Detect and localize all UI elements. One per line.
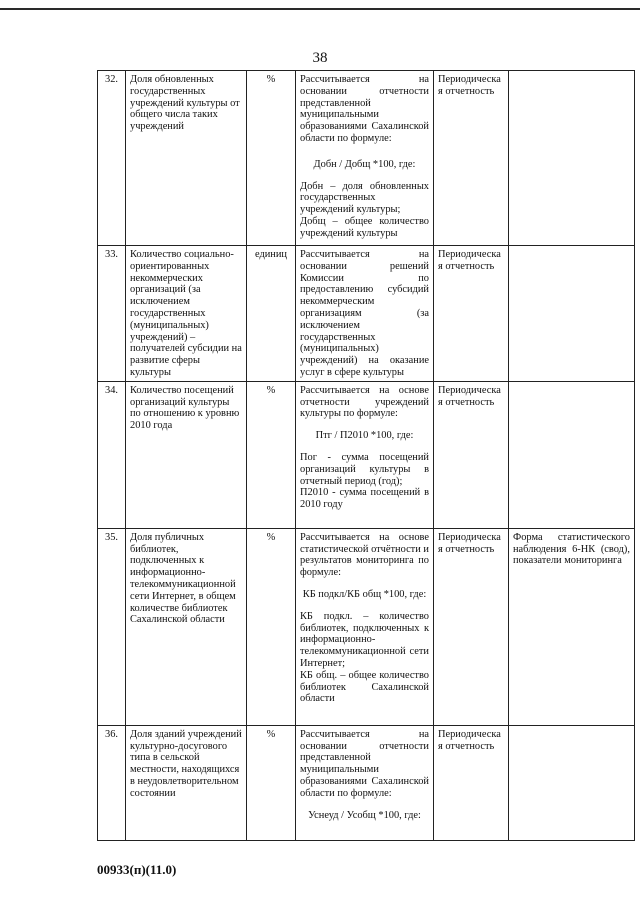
- row-number: 36.: [98, 725, 126, 840]
- document-code: 00933(п)(11.0): [97, 862, 177, 877]
- definition: Добн – доля обновленных государственных учреждений культуры;: [300, 180, 429, 216]
- source-cell: [509, 725, 635, 840]
- method-cell: [296, 725, 434, 840]
- top-scan-rule: [0, 8, 640, 10]
- unit-cell: %: [247, 381, 296, 528]
- table-row: [98, 246, 635, 382]
- formula: Птг / П2010 *100, где:: [315, 430, 414, 442]
- table-row: [98, 528, 635, 725]
- indicator-name: Доля публичных библиотек, подключенных к информационно-телекоммуникационной сети Интернет, в общем количестве библиотек Сахалинской области: [126, 528, 247, 725]
- method-intro: Рассчитывается на основании отчетности представленной муниципальными образованиями Сахалинской области по формуле:: [300, 728, 429, 799]
- method-cell: [296, 71, 434, 246]
- source-cell: [509, 381, 635, 528]
- method-intro: Рассчитывается на основе отчетности учреждений культуры по формуле:: [300, 384, 429, 420]
- source-cell: [509, 71, 635, 246]
- unit-cell: %: [247, 528, 296, 725]
- indicator-name: Количество посещений организаций культуры по отношению к уровню 2010 года: [126, 381, 247, 528]
- formula: КБ подкл/КБ общ *100, где:: [302, 588, 427, 600]
- table-row: [98, 381, 635, 528]
- row-number: 33.: [98, 246, 126, 382]
- period-cell: Периодическая отчетность: [434, 528, 509, 725]
- definition: КБ общ. – общее количество библиотек Сахалинской области: [300, 669, 429, 705]
- unit-cell: %: [247, 71, 296, 246]
- page-number: 38: [312, 50, 328, 66]
- method-cell: [296, 528, 434, 725]
- row-number: 34.: [98, 381, 126, 528]
- method-cell: [296, 381, 434, 528]
- method-intro: Рассчитывается на основе статистической отчётности и результатов мониторинга по формуле:: [300, 531, 429, 579]
- period-cell: Периодическая отчетность: [434, 381, 509, 528]
- formula: Добн / Добщ *100, где:: [313, 158, 416, 170]
- indicator-name: Количество социально-ориентированных некоммерческих организаций (за исключением государственных (муниципальных) учреждений) – получателей субсидии на развитие сферы культуры: [126, 246, 247, 382]
- indicators-table: [97, 70, 635, 841]
- table-row: [98, 725, 635, 840]
- table-row: [98, 71, 635, 246]
- method-cell: [296, 246, 434, 382]
- period-cell: Периодическая отчетность: [434, 246, 509, 382]
- row-number: 32.: [98, 71, 126, 246]
- indicator-name: Доля обновленных государственных учреждений культуры от общего числа таких учреждений: [126, 71, 247, 246]
- period-cell: Периодическая отчетность: [434, 71, 509, 246]
- unit-cell: единиц: [247, 246, 296, 382]
- definition: П2010 - сумма посещений в 2010 году: [300, 487, 429, 511]
- definition: Пог - сумма посещений организаций культуры в отчетный период (год);: [300, 451, 429, 487]
- source-cell: Форма статистического наблюдения 6-НК (свод), показатели мониторинга: [509, 528, 635, 725]
- source-cell: [509, 246, 635, 382]
- method-intro: Рассчитывается на основании отчетности представленной муниципальными образованиями Сахалинской области по формуле:: [300, 74, 429, 144]
- method-intro: Рассчитывается на основании решений Комиссии по предоставлению субсидий некоммерческим организациям (за исключением государственных (муниципальных) учреждений) на оказание услуг в сфере культуры: [300, 249, 429, 378]
- definition: КБ подкл. – количество библиотек, подключенных к информационно-телекоммуникационной сети Интернет;: [300, 610, 429, 669]
- definition: Добщ – общее количество учреждений культуры: [300, 215, 429, 239]
- formula: Уснеуд / Усобщ *100, где:: [308, 809, 421, 821]
- unit-cell: %: [247, 725, 296, 840]
- row-number: 35.: [98, 528, 126, 725]
- period-cell: Периодическая отчетность: [434, 725, 509, 840]
- indicator-name: Доля зданий учреждений культурно-досугового типа в сельской местности, находящихся в неудовлетворительном состоянии: [126, 725, 247, 840]
